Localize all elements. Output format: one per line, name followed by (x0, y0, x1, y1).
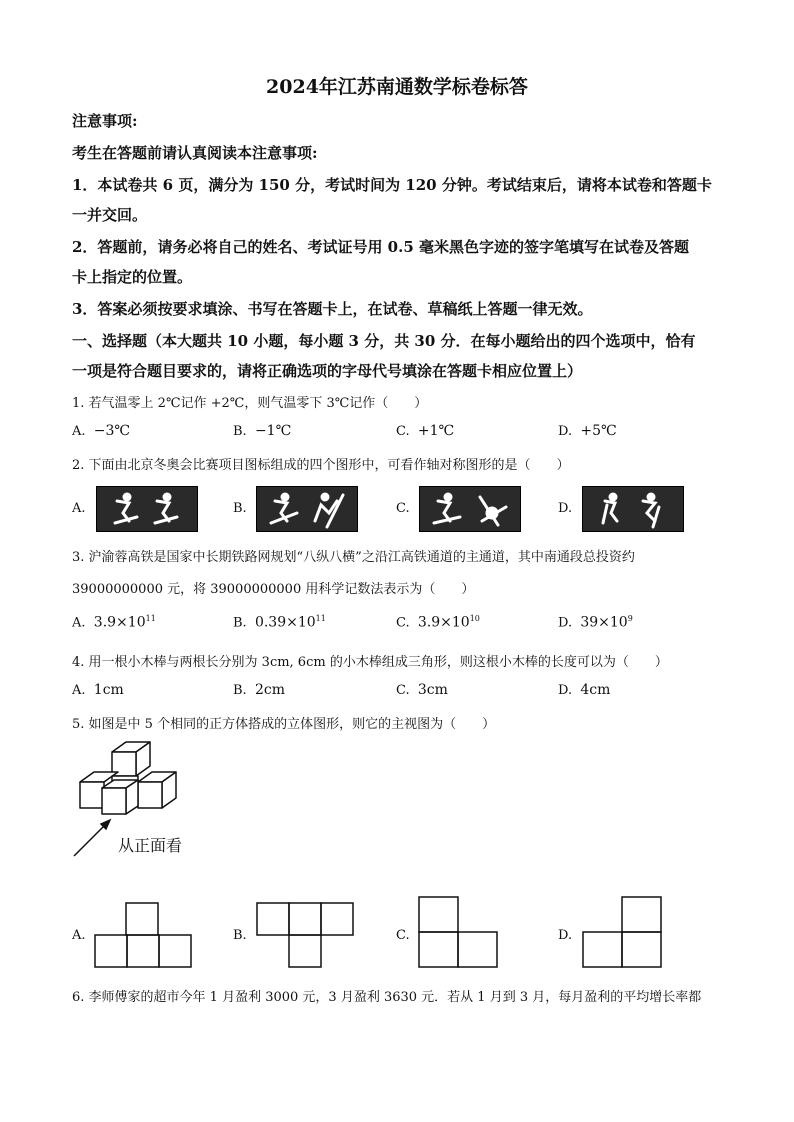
q5-option-a-figure (94, 902, 192, 968)
note-2-line-2: 卡上指定的位置。 (72, 268, 193, 286)
note-2-line-1: 2．答题前，请务必将自己的姓名、考试证号用 0.5 毫米黑色字迹的签字笔填写在试卷及答题 (72, 238, 689, 256)
skating-icons-image (420, 487, 520, 531)
question-3-stem-line-2: 39000000000 元，将 39000000000 用科学记数法表示为（ ） (72, 582, 475, 597)
front-view-label: 从正面看 (118, 836, 183, 855)
section-1-line-1: 一、选择题（本大题共 10 小题，每小题 3 分，共 30 分．在每小题给出的四个选项中，恰有 (72, 332, 696, 350)
section-1-line-2: 一项是符合题目要求的，请将正确选项的字母代号填涂在答题卡相应位置上） (72, 362, 583, 380)
question-6-stem: 6. 李师傅家的超市今年 1 月盈利 3000 元，3 月盈利 3630 元．若从 1 月到 3 月，每月盈利的平均增长率都 (72, 990, 702, 1005)
question-5-stem: 5. 如图是中 5 个相同的正方体搭成的立体图形，则它的主视图为（ ） (72, 717, 496, 732)
q5-option-c-label: C. (396, 928, 410, 943)
q5-option-d-label: D. (558, 928, 573, 943)
question-1-stem: 1. 若气温零上 2℃记作 +2℃，则气温零下 3℃记作（ ） (72, 396, 428, 411)
q1-option-b: B. −1℃ (233, 423, 292, 439)
q3-option-c: C. $3.9\times 10^{10}$ (396, 614, 480, 631)
q2-option-b-label: B. (233, 501, 247, 516)
q5-option-b-figure (256, 902, 354, 968)
q4-option-d: D. 4cm (558, 682, 611, 698)
q5-option-d-figure (582, 896, 662, 968)
note-1-line-1: 1．本试卷共 6 页，满分为 150 分，考试时间为 120 分钟。考试结束后，请将本试卷和答题卡 (72, 176, 712, 194)
skiing-icons-image (97, 487, 197, 531)
q2-option-a-label: A. (72, 501, 86, 516)
q3-option-b: B. $0.39\times 10^{11}$ (233, 614, 326, 631)
page-title: 2024年江苏南通数学标卷标答 (266, 76, 528, 98)
q5-option-c-figure (418, 896, 498, 968)
ski-jump-icons-image (257, 487, 357, 531)
snowboard-icons-image (583, 487, 683, 531)
q2-option-a-image (96, 486, 198, 532)
q4-option-c: C. 3cm (396, 682, 448, 698)
q2-option-d-image (582, 486, 684, 532)
question-4-stem: 4. 用一根小木棒与两根长分别为 3cm, 6cm 的小木棒组成三角形，则这根小木棒的长度可以为（ ） (72, 655, 668, 670)
q1-option-a: A. −3℃ (72, 423, 131, 439)
notes-heading: 注意事项: (72, 112, 138, 130)
q1-option-c: C. +1℃ (396, 423, 455, 439)
notes-intro: 考生在答题前请认真阅读本注意事项: (72, 144, 318, 162)
q3-option-a: A. $3.9\times 10^{11}$ (72, 614, 156, 631)
question-2-stem: 2. 下面由北京冬奥会比赛项目图标组成的四个图形中，可看作轴对称图形的是（ ） (72, 458, 570, 473)
q4-option-a: A. 1cm (72, 682, 124, 698)
q5-option-a-label: A. (72, 928, 86, 943)
q2-option-c-label: C. (396, 501, 410, 516)
q2-option-d-label: D. (558, 501, 573, 516)
q5-option-b-label: B. (233, 928, 247, 943)
q2-option-b-image (256, 486, 358, 532)
q1-option-d: D. +5℃ (558, 423, 617, 439)
q4-option-b: B. 2cm (233, 682, 285, 698)
q3-option-d: D. $39\times 10^9$ (558, 614, 633, 631)
note-1-line-2: 一并交回。 (72, 206, 148, 224)
note-3: 3．答案必须按要求填涂、书写在答题卡上，在试卷、草稿纸上答题一律无效。 (72, 300, 593, 318)
question-3-stem-line-1: 3. 沪渝蓉高铁是国家中长期铁路网规划“八纵八横”之沿江高铁通道的主通道，其中南通段总投资约 (72, 550, 635, 565)
q2-option-c-image (419, 486, 521, 532)
